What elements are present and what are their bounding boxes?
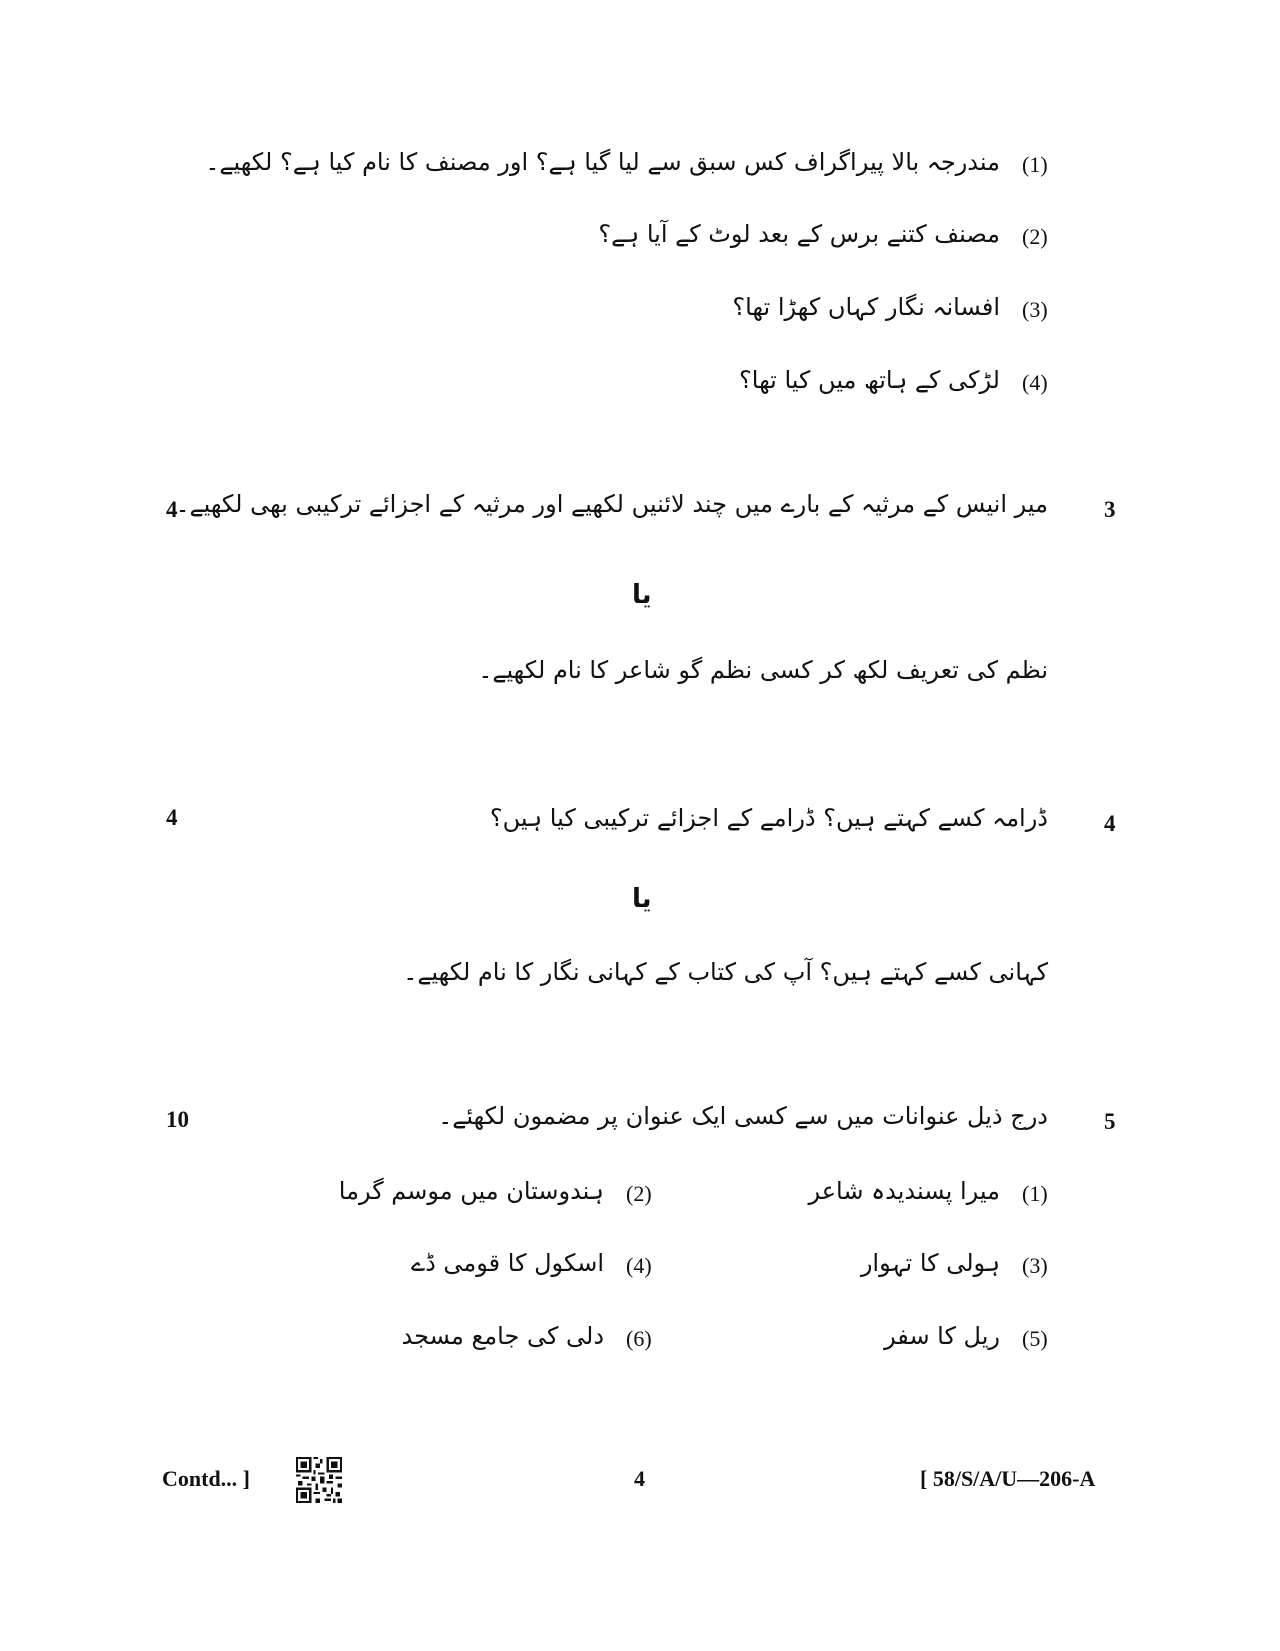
- question-text: درج ذیل عنوانات میں سے کسی ایک عنوان پر مضمون لکھئے۔: [438, 1102, 1048, 1130]
- sub-question-number: (3): [1022, 297, 1048, 322]
- sub-question-number: (2): [1022, 224, 1048, 249]
- alternative-question-text: کہانی کسے کہتے ہیں؟ آپ کی کتاب کے کہانی نگار کا نام لکھیے۔: [403, 958, 1048, 986]
- question-number: 3: [1104, 497, 1116, 522]
- continued-label: Contd... ]: [162, 1466, 251, 1491]
- or-separator: یا: [632, 580, 652, 610]
- sub-question-number: (4): [1022, 370, 1048, 395]
- option-number: (6): [626, 1326, 652, 1351]
- option-text: ریل کا سفر: [884, 1322, 1000, 1350]
- question-text: ڈرامہ کسے کہتے ہیں؟ ڈرامے کے اجزائے ترکیبی کیا ہیں؟: [489, 804, 1048, 832]
- marks: 4: [166, 497, 178, 522]
- option-text: دلی کی جامع مسجد: [401, 1322, 604, 1350]
- question-number: 5: [1104, 1109, 1116, 1134]
- sub-question-text: مصنف کتنے برس کے بعد لوٹ کے آیا ہے؟: [598, 220, 1000, 248]
- sub-question-text: افسانہ نگار کہاں کھڑا تھا؟: [732, 293, 1000, 321]
- option-text: اسکول کا قومی ڈے: [411, 1249, 604, 1277]
- sub-question-number: (1): [1022, 152, 1048, 177]
- qr-code-icon: [296, 1457, 342, 1503]
- option-number: (3): [1022, 1253, 1048, 1278]
- option-number: (1): [1022, 1181, 1048, 1206]
- option-number: (2): [626, 1181, 652, 1206]
- option-number: (5): [1022, 1326, 1048, 1351]
- alternative-question-text: نظم کی تعریف لکھ کر کسی نظم گو شاعر کا نام لکھیے۔: [478, 656, 1048, 684]
- option-text: ہندوستان میں موسم گرما: [338, 1177, 604, 1205]
- or-separator: یا: [632, 884, 652, 914]
- marks: 4: [166, 805, 178, 830]
- option-text: میرا پسندیدہ شاعر: [808, 1177, 1000, 1205]
- option-number: (4): [626, 1253, 652, 1278]
- page-number: 4: [634, 1466, 645, 1491]
- question-text: میر انیس کے مرثیہ کے بارے میں چند لائنیں لکھیے اور مرثیہ کے اجزائے ترکیبی بھی لکھیے۔: [175, 490, 1048, 518]
- question-number: 4: [1104, 811, 1116, 836]
- option-text: ہولی کا تہوار: [860, 1249, 1000, 1277]
- paper-code: [ 58/S/A/U—206-A: [920, 1466, 1096, 1491]
- sub-question-text: لڑکی کے ہاتھ میں کیا تھا؟: [739, 366, 1000, 394]
- sub-question-text: مندرجہ بالا پیراگراف کس سبق سے لیا گیا ہے؟ اور مصنف کا نام کیا ہے؟ لکھیے۔: [205, 148, 1000, 176]
- marks: 10: [166, 1107, 189, 1132]
